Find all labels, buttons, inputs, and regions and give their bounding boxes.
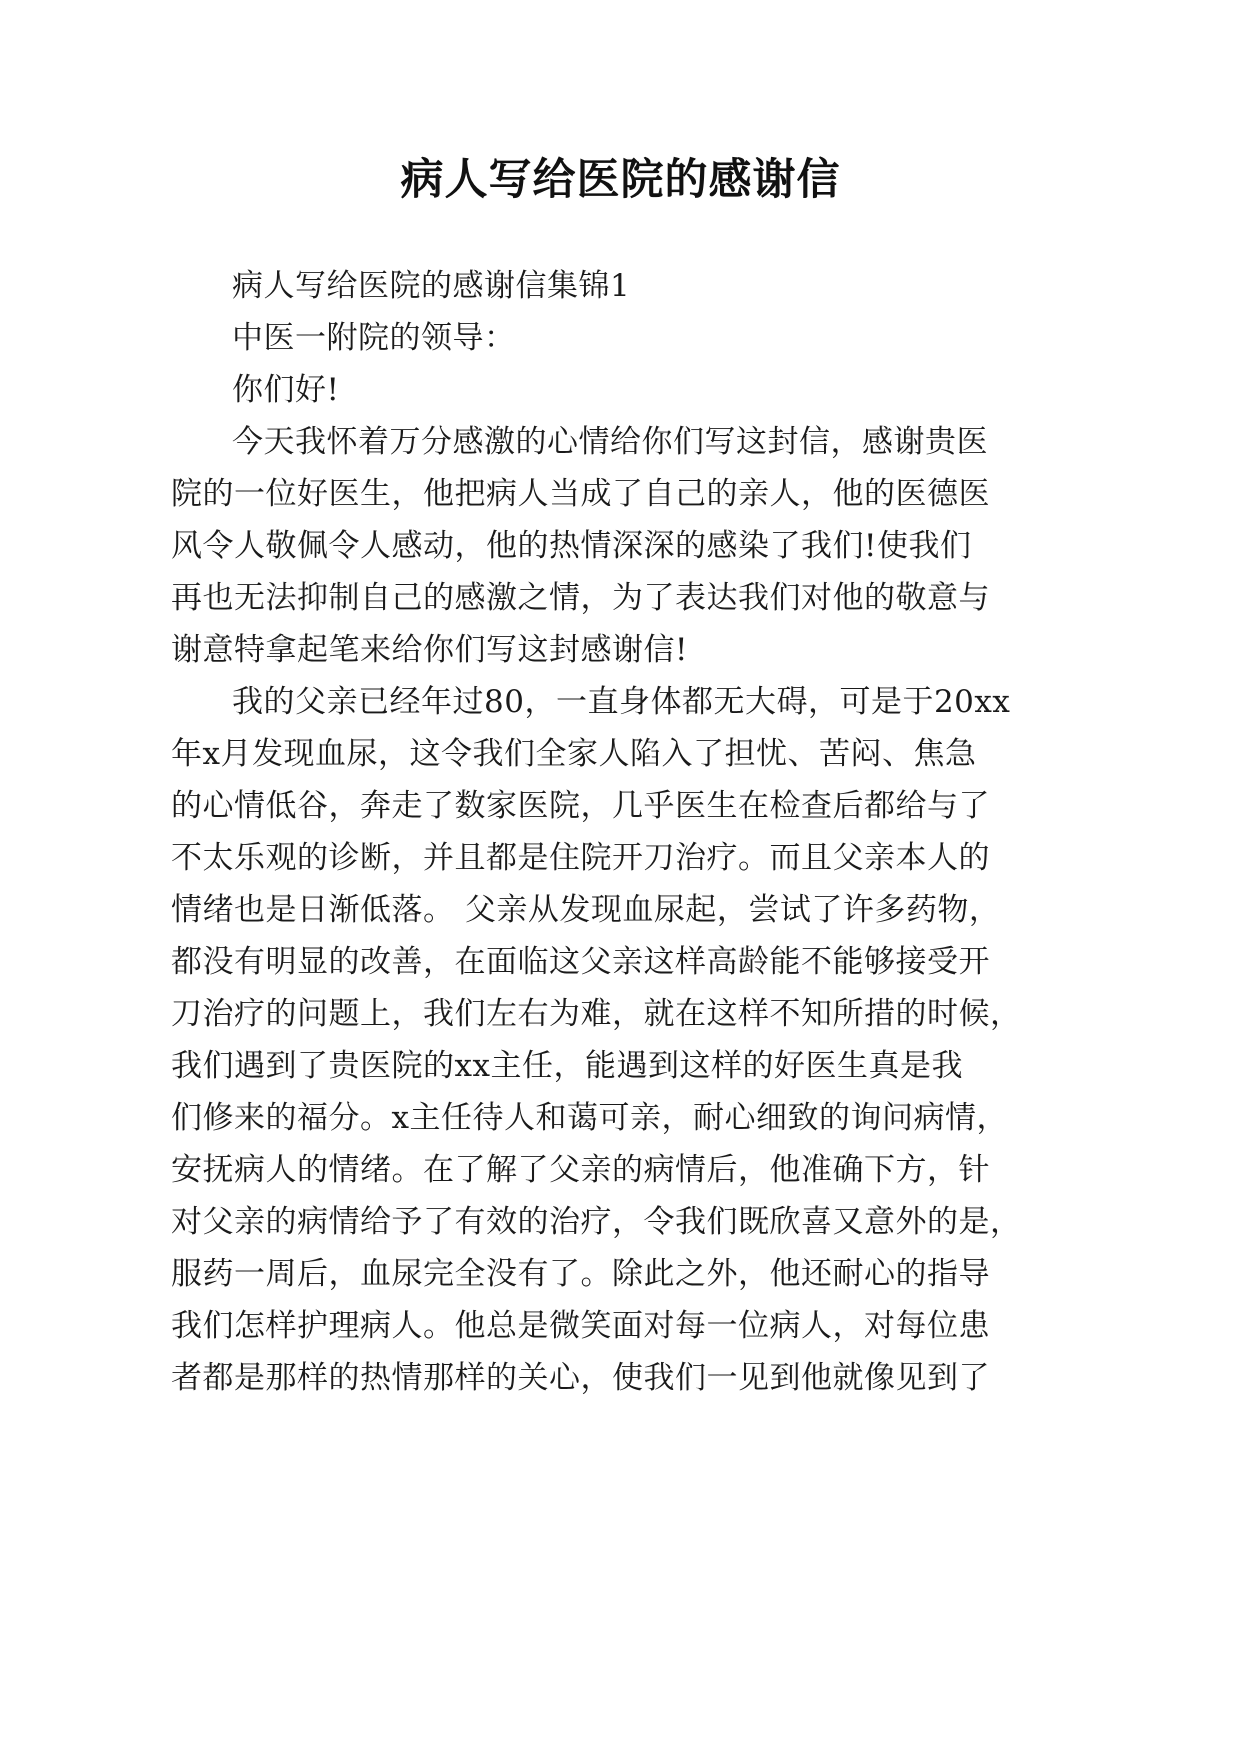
text-line: 的心情低谷，奔走了数家医院，几乎医生在检查后都给与了 [171, 788, 990, 824]
text-line: 谢意特拿起笔来给你们写这封感谢信! [171, 632, 688, 668]
text-line: 刀治疗的问题上，我们左右为难，就在这样不知所措的时候， [171, 996, 1022, 1032]
text-line: 我的父亲已经年过80，一直身体都无大碍，可是于20xx [232, 684, 1011, 720]
text-line: 都没有明显的改善，在面临这父亲这样高龄能不能够接受开 [171, 944, 990, 980]
document-title: 病人写给医院的感谢信 [400, 155, 841, 205]
text-line: 风令人敬佩令人感动，他的热情深深的感染了我们!使我们 [171, 528, 972, 564]
text-line: 们修来的福分。x主任待人和蔼可亲，耐心细致的询问病情， [171, 1100, 1008, 1136]
text-line: 病人写给医院的感谢信集锦1 [232, 268, 631, 304]
text-line: 年x月发现血尿，这令我们全家人陷入了担忧、苦闷、焦急 [171, 736, 977, 772]
text-line: 你们好! [232, 372, 340, 408]
text-line: 我们怎样护理病人。他总是微笑面对每一位病人，对每位患 [171, 1308, 990, 1344]
text-line: 安抚病人的情绪。在了解了父亲的病情后，他准确下方，针 [171, 1152, 990, 1188]
text-line: 院的一位好医生，他把病人当成了自己的亲人，他的医德医 [171, 476, 990, 512]
text-line: 中医一附院的领导： [232, 320, 516, 356]
text-line: 不太乐观的诊断，并且都是住院开刀治疗。而且父亲本人的 [171, 840, 990, 876]
text-line: 今天我怀着万分感激的心情给你们写这封信，感谢贵医 [232, 424, 988, 460]
text-line: 我们遇到了贵医院的xx主任，能遇到这样的好医生真是我 [171, 1048, 963, 1084]
text-line: 服药一周后，血尿完全没有了。除此之外，他还耐心的指导 [171, 1256, 990, 1292]
text-line: 情绪也是日渐低落。 父亲从发现血尿起，尝试了许多药物， [171, 892, 1001, 928]
text-line: 者都是那样的热情那样的关心，使我们一见到他就像见到了 [171, 1360, 990, 1396]
text-line: 对父亲的病情给予了有效的治疗，令我们既欣喜又意外的是， [171, 1204, 1022, 1240]
text-line: 再也无法抑制自己的感激之情，为了表达我们对他的敬意与 [171, 580, 990, 616]
